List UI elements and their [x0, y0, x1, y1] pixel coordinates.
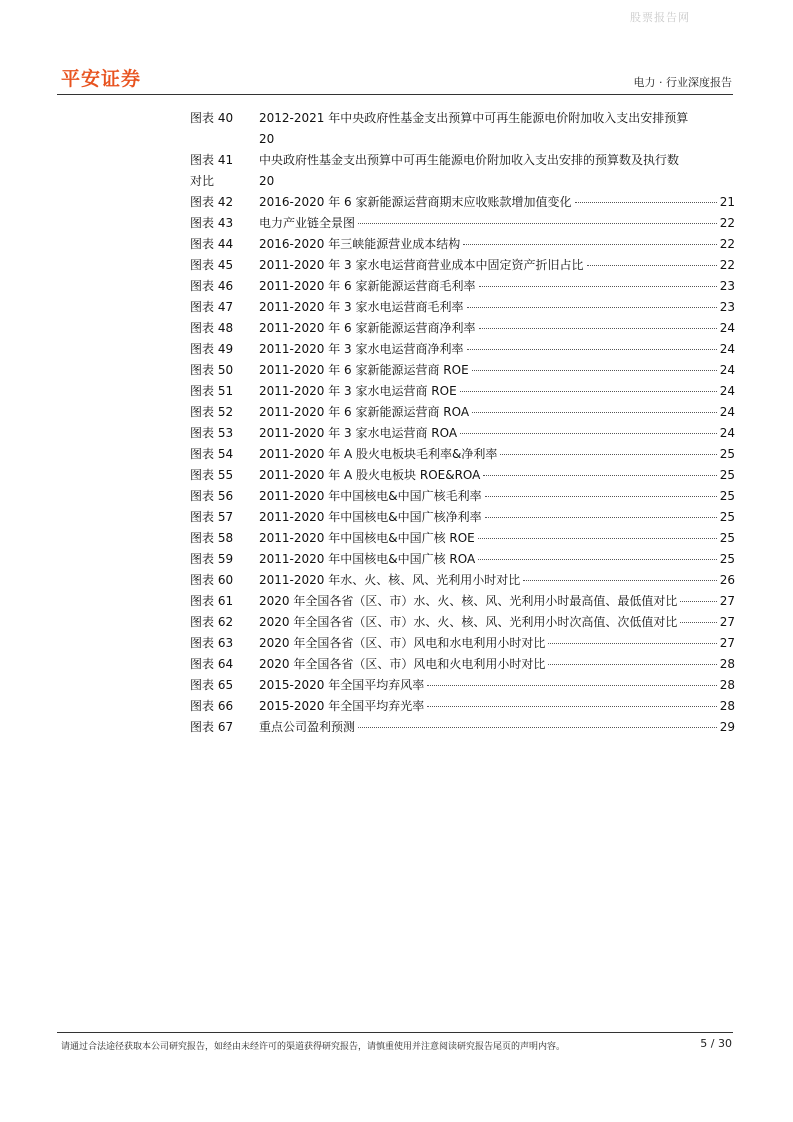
- toc-leader-dots: [548, 643, 716, 644]
- toc-entry-title: 2011-2020 年 3 家水电运营商毛利率: [259, 300, 464, 314]
- toc-leader-dots: [483, 475, 716, 476]
- toc-entry-title-line: [259, 465, 735, 486]
- toc-leader-dots: [680, 601, 716, 602]
- watermark: 股票报告网: [630, 11, 690, 24]
- toc-entry-page: 25: [719, 447, 735, 461]
- toc-entry-title-line: [259, 402, 735, 423]
- toc-leader-dots: [523, 580, 716, 581]
- toc-entry-title-line: [259, 675, 735, 696]
- toc-entry-title: 2011-2020 年 3 家水电运营商净利率: [259, 342, 464, 356]
- toc-entry-page: 28: [719, 678, 735, 692]
- toc-entry-page: 22: [719, 237, 735, 251]
- toc-entry-title-line: [259, 654, 735, 675]
- toc-entry-title-line: [259, 213, 735, 234]
- toc-entry-title-line: [259, 297, 735, 318]
- toc-entry-page: 24: [719, 321, 735, 335]
- toc-entry[interactable]: [190, 339, 735, 360]
- toc-entry-title: 2011-2020 年 6 家新能源运营商毛利率: [259, 279, 476, 293]
- toc-entry-title: 2011-2020 年 A 股火电板块 ROE&ROA: [259, 468, 481, 482]
- toc-entry-title: 2011-2020 年中国核电&中国广核毛利率: [259, 489, 482, 503]
- toc-leader-dots: [587, 265, 717, 266]
- toc-leader-dots: [485, 517, 717, 518]
- toc-leader-dots: [358, 223, 717, 224]
- toc-entry[interactable]: [190, 612, 735, 633]
- toc-entry-page: 29: [719, 720, 735, 734]
- toc-entry-title: 电力产业链全景图: [259, 216, 356, 230]
- toc-entry-title: 2020 年全国各省（区、市）风电和水电利用小时对比: [259, 636, 546, 650]
- toc-entry-label: 图表 49: [190, 342, 234, 356]
- toc-leader-dots: [472, 412, 717, 413]
- toc-leader-dots: [358, 727, 717, 728]
- toc-entry-title: 2020 年全国各省（区、市）风电和火电利用小时对比: [259, 657, 546, 671]
- toc-leader-dots: [427, 685, 716, 686]
- report-section-title: 电力 · 行业深度报告: [633, 76, 732, 89]
- toc-entry-title-line: [259, 549, 735, 570]
- toc-leader-dots: [680, 622, 716, 623]
- toc-entry-label: 图表 67: [190, 720, 234, 734]
- toc-entry-label: 图表 57: [190, 510, 234, 524]
- toc-entry-label: 图表 66: [190, 699, 234, 713]
- toc-entry-label: 图表 45: [190, 258, 234, 272]
- toc-entry-title-line: [259, 381, 735, 402]
- toc-entry-label: 图表 52: [190, 405, 234, 419]
- toc-entry-title-line: [259, 255, 735, 276]
- toc-entry-page: 21: [719, 195, 735, 209]
- toc-entry-title: 2011-2020 年 6 家新能源运营商 ROA: [259, 405, 470, 419]
- toc-entry-label: 图表 63: [190, 636, 234, 650]
- toc-leader-dots: [485, 496, 717, 497]
- figure-index: [190, 108, 735, 738]
- toc-entry-title-line: [259, 507, 735, 528]
- toc-entry-title: 2016-2020 年 6 家新能源运营商期末应收账款增加值变化: [259, 195, 572, 209]
- toc-entry-label: 图表 48: [190, 321, 234, 335]
- toc-entry-page: 28: [719, 699, 735, 713]
- toc-entry-title: 2020 年全国各省（区、市）水、火、核、风、光利用小时次高值、次低值对比: [259, 615, 678, 629]
- toc-entry[interactable]: [190, 423, 735, 444]
- toc-entry-title-line: [259, 612, 735, 633]
- toc-entry-title-line: [259, 591, 735, 612]
- toc-entry-label: 图表 46: [190, 279, 234, 293]
- toc-entry-title: 2011-2020 年中国核电&中国广核 ROE: [259, 531, 475, 545]
- toc-entry-page: 23: [719, 279, 735, 293]
- toc-entry-page: 27: [719, 594, 735, 608]
- toc-entry[interactable]: [190, 276, 735, 297]
- toc-entry-label: 图表 58: [190, 531, 234, 545]
- toc-entry-title-line: [259, 528, 735, 549]
- toc-entry-title: 2011-2020 年 6 家新能源运营商 ROE: [259, 363, 469, 377]
- toc-entry-title-line: [259, 570, 735, 591]
- toc-leader-dots: [478, 538, 717, 539]
- toc-entry[interactable]: [190, 381, 735, 402]
- toc-entry-page: 27: [719, 636, 735, 650]
- footer-divider: [57, 1032, 733, 1033]
- toc-entry-label: 图表 55: [190, 468, 234, 482]
- toc-entry-label: 图表 60: [190, 573, 234, 587]
- toc-entry-title: 2020 年全国各省（区、市）水、火、核、风、光利用小时最高值、最低值对比: [259, 594, 678, 608]
- toc-leader-dots: [467, 307, 717, 308]
- toc-entry-label: 图表 42: [190, 195, 234, 209]
- toc-entry-page: 24: [719, 426, 735, 440]
- toc-entry[interactable]: [190, 255, 735, 276]
- toc-entry-title-line: [259, 192, 735, 213]
- toc-entry[interactable]: [190, 297, 735, 318]
- toc-entry-page: 25: [719, 489, 735, 503]
- toc-entry-title-line: [259, 486, 735, 507]
- page-number: 5 / 30: [700, 1037, 732, 1050]
- toc-entry-title: 中央政府性基金支出预算中可再生能源电价附加收入支出安排的预算数及执行数: [259, 153, 680, 167]
- toc-leader-dots: [460, 433, 717, 434]
- company-logo: 平安证券: [61, 68, 142, 90]
- toc-entry[interactable]: [190, 486, 735, 507]
- toc-leader-dots: [575, 202, 717, 203]
- toc-entry-label: 图表 50: [190, 363, 234, 377]
- toc-entry-page: 24: [719, 384, 735, 398]
- toc-leader-dots: [463, 244, 716, 245]
- toc-entry-title: 2011-2020 年 3 家水电运营商 ROA: [259, 426, 458, 440]
- toc-leader-dots: [500, 454, 716, 455]
- toc-leader-dots: [479, 286, 717, 287]
- toc-entry-title-line: [259, 633, 735, 654]
- toc-entry-title: 2011-2020 年中国核电&中国广核净利率: [259, 510, 482, 524]
- toc-entry-title: 2015-2020 年全国平均弃光率: [259, 699, 425, 713]
- toc-entry-title-line: [259, 318, 735, 339]
- toc-entry[interactable]: [190, 654, 735, 675]
- toc-leader-dots: [460, 391, 717, 392]
- toc-leader-dots: [472, 370, 717, 371]
- toc-entry-label: 图表 53: [190, 426, 234, 440]
- toc-leader-dots: [478, 559, 717, 560]
- toc-entry-page: 20: [259, 174, 275, 188]
- toc-entry-label: 图表 59: [190, 552, 234, 566]
- toc-entry[interactable]: [190, 591, 735, 612]
- toc-leader-dots: [479, 328, 717, 329]
- toc-entry-page: 25: [719, 468, 735, 482]
- toc-entry[interactable]: [190, 192, 735, 213]
- toc-entry[interactable]: [190, 675, 735, 696]
- toc-entry[interactable]: [190, 696, 735, 717]
- toc-entry-page: 22: [719, 258, 735, 272]
- toc-entry[interactable]: [190, 150, 735, 171]
- toc-entry-page: 23: [719, 300, 735, 314]
- toc-entry-title-line: [259, 717, 735, 738]
- toc-entry-page: 22: [719, 216, 735, 230]
- toc-entry-label: 图表 65: [190, 678, 234, 692]
- toc-entry[interactable]: [190, 444, 735, 465]
- header-divider: [57, 94, 733, 95]
- footer-disclaimer: 请通过合法途径获取本公司研究报告，如经由未经许可的渠道获得研究报告，请慎重使用并注意阅读研究报告尾页的声明内容。: [61, 1042, 566, 1052]
- toc-entry[interactable]: [190, 465, 735, 486]
- toc-entry[interactable]: [190, 717, 735, 738]
- toc-entry-page: 24: [719, 405, 735, 419]
- toc-entry[interactable]: [190, 234, 735, 255]
- toc-entry-page: 28: [719, 657, 735, 671]
- toc-leader-dots: [548, 664, 716, 665]
- toc-entry-label-continuation: 对比: [190, 174, 215, 188]
- toc-entry-continuation: [190, 171, 735, 192]
- toc-entry-title-line: [259, 234, 735, 255]
- toc-leader-dots: [427, 706, 716, 707]
- toc-entry[interactable]: [190, 402, 735, 423]
- toc-entry-page: 27: [719, 615, 735, 629]
- toc-entry-label: 图表 43: [190, 216, 234, 230]
- toc-entry-continuation: [190, 129, 735, 150]
- toc-entry-page: 25: [719, 531, 735, 545]
- toc-entry-label: 图表 62: [190, 615, 234, 629]
- toc-entry-page: 25: [719, 552, 735, 566]
- toc-entry[interactable]: [190, 108, 735, 129]
- toc-entry-title: 2011-2020 年中国核电&中国广核 ROA: [259, 552, 476, 566]
- toc-entry-title: 2011-2020 年 3 家水电运营商营业成本中固定资产折旧占比: [259, 258, 584, 272]
- toc-entry-label: 图表 41: [190, 153, 234, 167]
- toc-entry-title: 2011-2020 年 6 家新能源运营商净利率: [259, 321, 476, 335]
- toc-entry[interactable]: [190, 633, 735, 654]
- toc-entry-title-line: [259, 360, 735, 381]
- toc-entry-title: 2011-2020 年水、火、核、风、光利用小时对比: [259, 573, 521, 587]
- toc-entry-title: 重点公司盈利预测: [259, 720, 356, 734]
- toc-entry-title-line: [259, 696, 735, 717]
- toc-entry[interactable]: [190, 528, 735, 549]
- toc-entry-title: 2016-2020 年三峡能源营业成本结构: [259, 237, 461, 251]
- toc-entry-label: 图表 64: [190, 657, 234, 671]
- toc-entry-label: 图表 56: [190, 489, 234, 503]
- toc-entry-title: 2012-2021 年中央政府性基金支出预算中可再生能源电价附加收入支出安排预算: [259, 111, 689, 125]
- toc-entry-label-continuation: [190, 129, 259, 150]
- toc-entry[interactable]: [190, 570, 735, 591]
- toc-entry[interactable]: [190, 318, 735, 339]
- toc-leader-dots: [467, 349, 717, 350]
- toc-entry-label: 图表 44: [190, 237, 234, 251]
- toc-entry-label: 图表 40: [190, 111, 234, 125]
- toc-entry-title: 2015-2020 年全国平均弃风率: [259, 678, 425, 692]
- toc-entry-label: 图表 51: [190, 384, 234, 398]
- toc-entry-label: 图表 54: [190, 447, 234, 461]
- toc-entry-page: 24: [719, 342, 735, 356]
- toc-entry[interactable]: [190, 507, 735, 528]
- toc-entry-page: 24: [719, 363, 735, 377]
- toc-entry-title-line: [259, 339, 735, 360]
- toc-entry-page: 25: [719, 510, 735, 524]
- toc-entry-title: 2011-2020 年 3 家水电运营商 ROE: [259, 384, 457, 398]
- toc-entry-title-line: [259, 444, 735, 465]
- toc-entry-title: 2011-2020 年 A 股火电板块毛利率&净利率: [259, 447, 498, 461]
- toc-entry-label: 图表 61: [190, 594, 234, 608]
- toc-entry[interactable]: [190, 213, 735, 234]
- toc-entry-title-line: [259, 423, 735, 444]
- toc-entry[interactable]: [190, 549, 735, 570]
- toc-entry-page: 20: [259, 132, 275, 146]
- toc-entry-title-line: [259, 276, 735, 297]
- toc-entry-label: 图表 47: [190, 300, 234, 314]
- toc-entry-page: 26: [719, 573, 735, 587]
- toc-entry[interactable]: [190, 360, 735, 381]
